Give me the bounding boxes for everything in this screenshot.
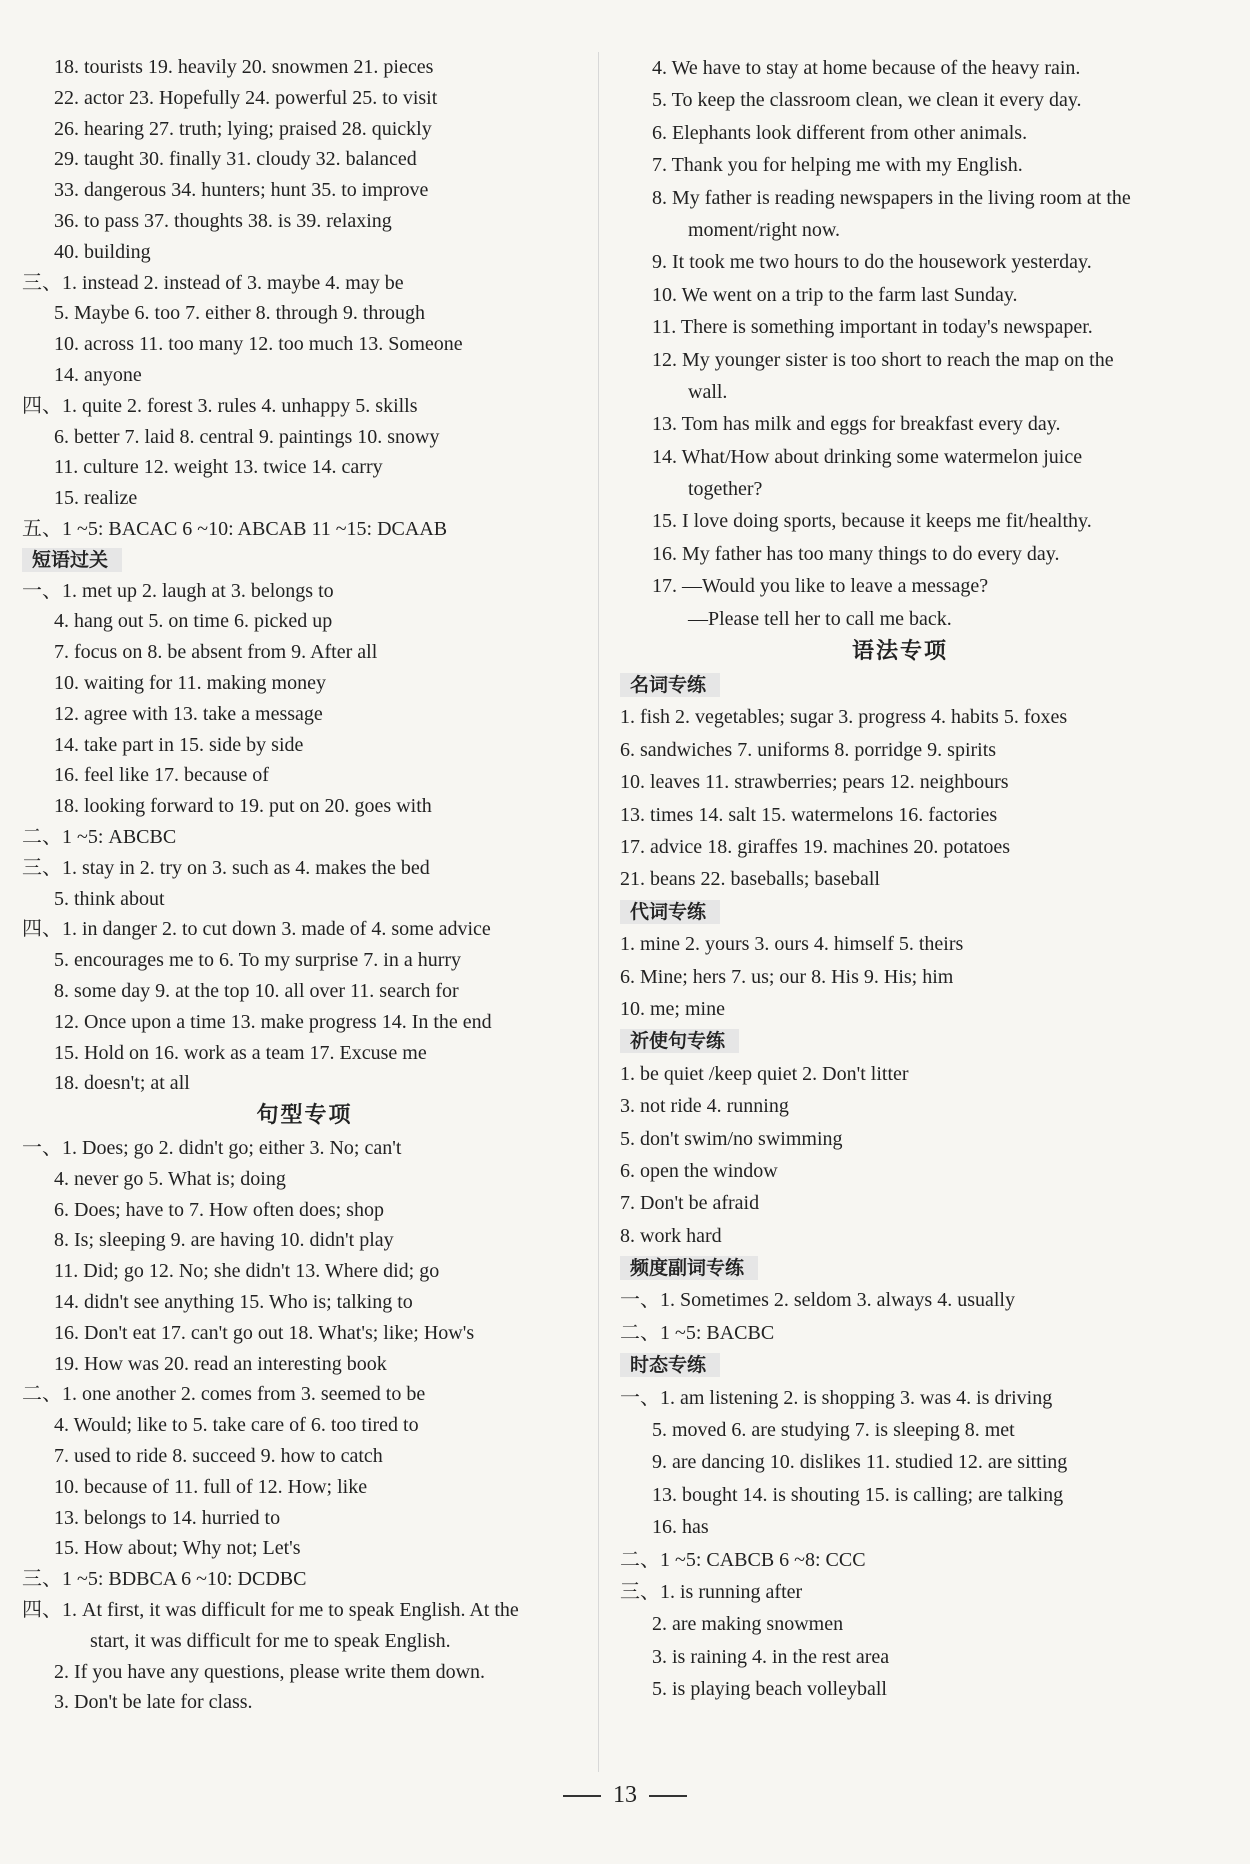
answer-line: 6. sandwiches 7. uniforms 8. porridge 9. spirits	[620, 738, 997, 761]
answer-line: 17. —Would you like to leave a message?	[652, 575, 989, 598]
answer-line: 36. to pass 37. thoughts 38. is 39. relaxing	[54, 209, 392, 232]
answer-line: 26. hearing 27. truth; lying; praised 28. quickly	[54, 117, 432, 140]
answer-line: 9. are dancing 10. dislikes 11. studied 12. are sitting	[652, 1451, 1068, 1474]
answer-line: 17. advice 18. giraffes 19. machines 20. potatoes	[620, 835, 1011, 858]
answer-line: 二、1 ~5: ABCBC	[22, 825, 177, 848]
answer-line: 二、1 ~5: BACBC	[620, 1321, 775, 1344]
answer-line: 四、1. At first, it was difficult for me to speak English. At the	[22, 1599, 519, 1622]
section-heading-label: 短语过关	[22, 548, 122, 572]
answer-line: 7. used to ride 8. succeed 9. how to catch	[54, 1445, 383, 1468]
answer-line: 2. are making snowmen	[652, 1613, 844, 1636]
answer-line: 14. anyone	[54, 363, 142, 386]
answer-line: 13. times 14. salt 15. watermelons 16. factories	[620, 803, 998, 826]
answer-line: —Please tell her to call me back.	[688, 607, 952, 630]
section-heading	[22, 545, 587, 576]
answer-line: 16. Don't eat 17. can't go out 18. What's; like; How's	[54, 1321, 475, 1344]
answer-line: 8. work hard	[620, 1224, 722, 1247]
answer-line: 15. I love doing sports, because it keeps me fit/healthy.	[652, 510, 1092, 533]
answer-line: 16. has	[652, 1516, 709, 1539]
answer-line: 14. What/How about drinking some watermelon juice	[652, 445, 1083, 468]
answer-line: 1. mine 2. yours 3. ours 4. himself 5. theirs	[620, 933, 964, 956]
answer-line: 21. beans 22. baseballs; baseball	[620, 868, 880, 891]
answer-line: 15. Hold on 16. work as a team 17. Excuse me	[54, 1041, 427, 1064]
answer-line: 2. If you have any questions, please write them down.	[54, 1660, 486, 1683]
answer-line: 9. It took me two hours to do the housework yesterday.	[652, 251, 1092, 274]
section-heading-label: 祈使句专练	[620, 1029, 739, 1053]
answer-line: 14. didn't see anything 15. Who is; talking to	[54, 1291, 413, 1314]
answer-line: 10. across 11. too many 12. too much 13. Someone	[54, 333, 463, 356]
answer-line: 5. think about	[54, 887, 165, 910]
answer-line: 6. Elephants look different from other animals.	[652, 121, 1028, 144]
answer-line: 3. is raining 4. in the rest area	[652, 1645, 890, 1668]
answer-line: 18. doesn't; at all	[54, 1072, 190, 1095]
answer-line: 6. Does; have to 7. How often does; shop	[54, 1198, 384, 1221]
answer-line: 三、1. stay in 2. try on 3. such as 4. makes the bed	[22, 856, 430, 879]
answer-line: 10. me; mine	[620, 997, 725, 1020]
answer-line: 10. We went on a trip to the farm last Sunday.	[652, 283, 1018, 306]
answer-line: 12. agree with 13. take a message	[54, 702, 323, 725]
answer-line: 14. take part in 15. side by side	[54, 733, 304, 756]
answer-line: 三、1. is running after	[620, 1580, 803, 1603]
answer-line: 15. realize	[54, 487, 138, 510]
answer-line: together?	[688, 478, 763, 501]
answer-line: 二、1. one another 2. comes from 3. seemed to be	[22, 1383, 426, 1406]
section-heading-label: 频度副词专练	[620, 1256, 758, 1280]
answer-line: 7. Thank you for helping me with my English.	[652, 154, 1023, 177]
answer-line: 40. building	[54, 240, 151, 263]
answer-line: 1. be quiet /keep quiet 2. Don't litter	[620, 1062, 909, 1085]
answer-line: 4. never go 5. What is; doing	[54, 1167, 286, 1190]
answer-line: 5. Maybe 6. too 7. either 8. through 9. through	[54, 302, 426, 325]
answer-line: 4. hang out 5. on time 6. picked up	[54, 610, 333, 633]
answer-line: 7. focus on 8. be absent from 9. After all	[54, 641, 378, 664]
answer-line: 一、1. am listening 2. is shopping 3. was 4. is driving	[620, 1386, 1053, 1409]
answer-line: 5. To keep the classroom clean, we clean it every day.	[652, 89, 1082, 112]
answer-line: 三、1. instead 2. instead of 3. maybe 4. may be	[22, 271, 404, 294]
answer-line: 8. My father is reading newspapers in the living room at the	[652, 186, 1131, 209]
answer-line: 10. leaves 11. strawberries; pears 12. neighbours	[620, 771, 1009, 794]
answer-line: 6. open the window	[620, 1159, 778, 1182]
answer-line: 33. dangerous 34. hunters; hunt 35. to improve	[54, 179, 429, 202]
answer-line: 19. How was 20. read an interesting book	[54, 1352, 387, 1375]
answer-line: 一、1. met up 2. laugh at 3. belongs to	[22, 579, 334, 602]
answer-line: 5. don't swim/no swimming	[620, 1127, 843, 1150]
answer-line: wall.	[688, 380, 728, 403]
answer-line: moment/right now.	[688, 218, 841, 241]
section-heading	[620, 896, 1180, 928]
answer-line: 3. not ride 4. running	[620, 1095, 789, 1118]
answer-line: 6. better 7. laid 8. central 9. paintings 10. snowy	[54, 425, 440, 448]
answer-line: start, it was difficult for me to speak English.	[90, 1629, 451, 1652]
answer-line: 18. tourists 19. heavily 20. snowmen 21. pieces	[54, 56, 434, 78]
section-title: 语法专项	[851, 639, 948, 665]
answer-line: 10. because of 11. full of 12. How; like	[54, 1475, 368, 1498]
section-heading-label: 时态专练	[620, 1353, 720, 1377]
answer-line: 16. My father has too many things to do every day.	[652, 542, 1060, 565]
answer-line: 8. Is; sleeping 9. are having 10. didn't play	[54, 1229, 394, 1252]
left-column	[22, 52, 587, 1718]
column-divider	[598, 52, 599, 1772]
answer-line: 15. How about; Why not; Let's	[54, 1537, 301, 1560]
answer-line: 13. Tom has milk and eggs for breakfast every day.	[652, 413, 1061, 436]
answer-line: 8. some day 9. at the top 10. all over 11. search for	[54, 979, 459, 1002]
answer-line: 二、1 ~5: CABCB 6 ~8: CCC	[620, 1548, 866, 1571]
answer-line: 13. bought 14. is shouting 15. is calling; are talking	[652, 1483, 1064, 1506]
answer-line: 18. looking forward to 19. put on 20. goes with	[54, 795, 432, 818]
section-title: 句型专项	[256, 1103, 353, 1129]
section-heading	[620, 1252, 1180, 1284]
answer-line: 22. actor 23. Hopefully 24. powerful 25. to visit	[54, 86, 438, 109]
answer-line: 一、1. Does; go 2. didn't go; either 3. No; can't	[22, 1137, 402, 1160]
answer-line: 四、1. quite 2. forest 3. rules 4. unhappy 5. skills	[22, 394, 418, 417]
answer-line: 4. We have to stay at home because of the heavy rain.	[652, 57, 1081, 79]
answer-line: 11. Did; go 12. No; she didn't 13. Where did; go	[54, 1260, 440, 1283]
answer-line: 12. Once upon a time 13. make progress 14. In the end	[54, 1010, 492, 1033]
answer-line: 5. encourages me to 6. To my surprise 7. in a hurry	[54, 949, 462, 972]
answer-line: 29. taught 30. finally 31. cloudy 32. balanced	[54, 148, 417, 171]
answer-line: 一、1. Sometimes 2. seldom 3. always 4. usually	[620, 1289, 1015, 1312]
answer-line: 12. My younger sister is too short to reach the map on the	[652, 348, 1114, 371]
answer-line: 10. waiting for 11. making money	[54, 671, 326, 694]
section-heading	[620, 1025, 1180, 1057]
answer-line: 11. culture 12. weight 13. twice 14. carry	[54, 456, 383, 479]
section-heading	[620, 1349, 1180, 1381]
answer-line: 5. moved 6. are studying 7. is sleeping 8. met	[652, 1419, 1015, 1442]
answer-line: 3. Don't be late for class.	[54, 1691, 253, 1714]
answer-line: 16. feel like 17. because of	[54, 764, 269, 787]
answer-line: 4. Would; like to 5. take care of 6. too tired to	[54, 1414, 419, 1437]
answer-line: 6. Mine; hers 7. us; our 8. His 9. His; him	[620, 965, 954, 988]
page-number: 13	[0, 1782, 1250, 1809]
answer-line: 7. Don't be afraid	[620, 1192, 760, 1215]
answer-line: 三、1 ~5: BDBCA 6 ~10: DCDBC	[22, 1568, 307, 1591]
answer-line: 11. There is something important in today's newspaper.	[652, 316, 1093, 339]
section-heading-label: 名词专练	[620, 673, 720, 697]
answer-line: 1. fish 2. vegetables; sugar 3. progress 4. habits 5. foxes	[620, 706, 1068, 729]
right-column	[620, 52, 1180, 1706]
section-heading	[620, 669, 1180, 701]
section-heading-label: 代词专练	[620, 900, 720, 924]
answer-line: 5. is playing beach volleyball	[652, 1678, 887, 1701]
answer-line: 五、1 ~5: BACAC 6 ~10: ABCAB 11 ~15: DCAAB	[22, 517, 448, 540]
answer-line: 四、1. in danger 2. to cut down 3. made of 4. some advice	[22, 918, 491, 941]
answer-line: 13. belongs to 14. hurried to	[54, 1506, 281, 1529]
